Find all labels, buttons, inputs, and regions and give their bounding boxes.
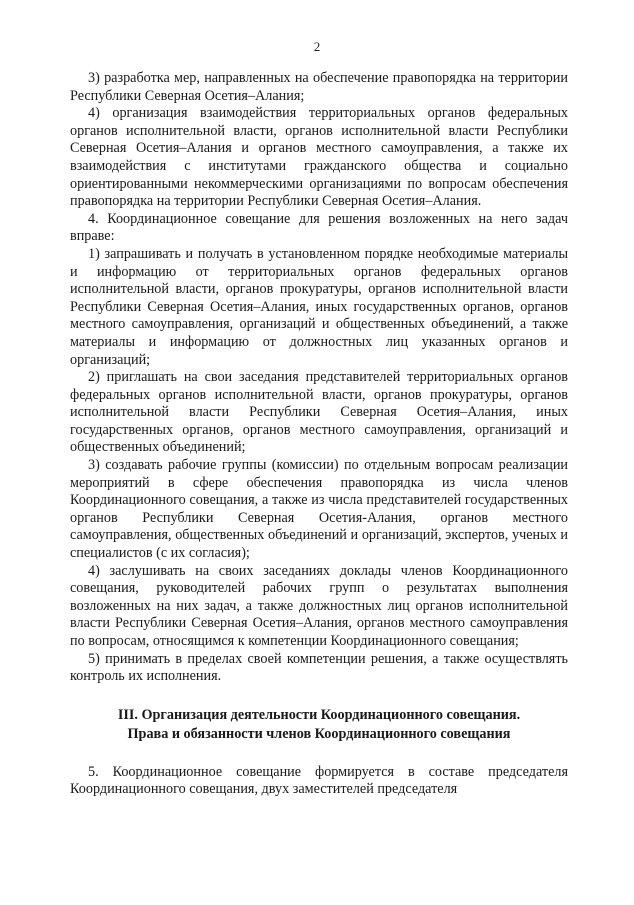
page-number: 2 [313, 39, 321, 54]
paragraph-section-5: 5. Координационное совещание формируется в составе председателя Координационного совещания, двух заместителей председателя [70, 763, 568, 798]
paragraph-item-3-measures: 3) разработка мер, направленных на обеспечение правопорядка на территории Республики Северная Осетия–Алания; [70, 70, 568, 104]
paragraph-section-4-rights: 4. Координационное совещание для решения возложенных на него задач вправе: [70, 210, 568, 245]
document-body [70, 70, 568, 799]
paragraph-right-2-invite: 2) приглашать на свои заседания представителей территориальных органов федеральных органов исполнительной власти, органов прокуратуры, органов исполнительной власти Республики Северная Осетия–Алания, иных государственных органов, органов местного самоуправления, организаций и общественных объединений; [70, 369, 568, 456]
section-heading-line-1: III. Организация деятельности Координационного совещания. [117, 706, 521, 723]
section-heading [70, 706, 568, 744]
paragraph-right-5-decisions: 5) принимать в пределах своей компетенции решения, а также осуществлять контроль их исполнения. [70, 650, 568, 685]
paragraph-right-4-hear-reports: 4) заслушивать на своих заседаниях доклады членов Координационного совещания, руководителей рабочих групп о результатах выполнения возложенных на них задач, а также должностных лиц органов исполнительной власти Республики Северная Осетия–Алания, органов местного самоуправления по вопросам, относящимся к компетенции Координационного совещания; [70, 562, 568, 649]
section-heading-line-2: Права и обязанности членов Координационного совещания [127, 725, 511, 742]
paragraph-right-3-working-groups: 3) создавать рабочие группы (комиссии) по отдельным вопросам реализации мероприятий в сфере обеспечения правопорядка из числа членов Координационного совещания, а также из числа представителей государственных органов Республики Северная Осетия-Алания, органов местного самоуправления, общественных объединений и организаций, экспертов, ученых и специалистов (с их согласия); [70, 457, 568, 562]
paragraph-right-1-request: 1) запрашивать и получать в установленном порядке необходимые материалы и информацию от территориальных органов федеральных органов исполнительной власти, органов прокуратуры, органов исполнительной власти Республики Северная Осетия–Алания, иных государственных органов, органов местного самоуправления, организаций и общественных объединений, а также материалы и информацию от должностных лиц указанных органов и организаций; [70, 245, 568, 368]
paragraph-item-4-cooperation: 4) организация взаимодействия территориальных органов федеральных органов исполнительной власти, органов исполнительной власти Республики Северная Осетия–Алания и органов местного самоуправления, а также их взаимодействия с институтами гражданского общества и социально ориентированными некоммерческими организациями по вопросам обеспечения правопорядка на территории Республики Северная Осетия–Алания. [70, 105, 568, 210]
